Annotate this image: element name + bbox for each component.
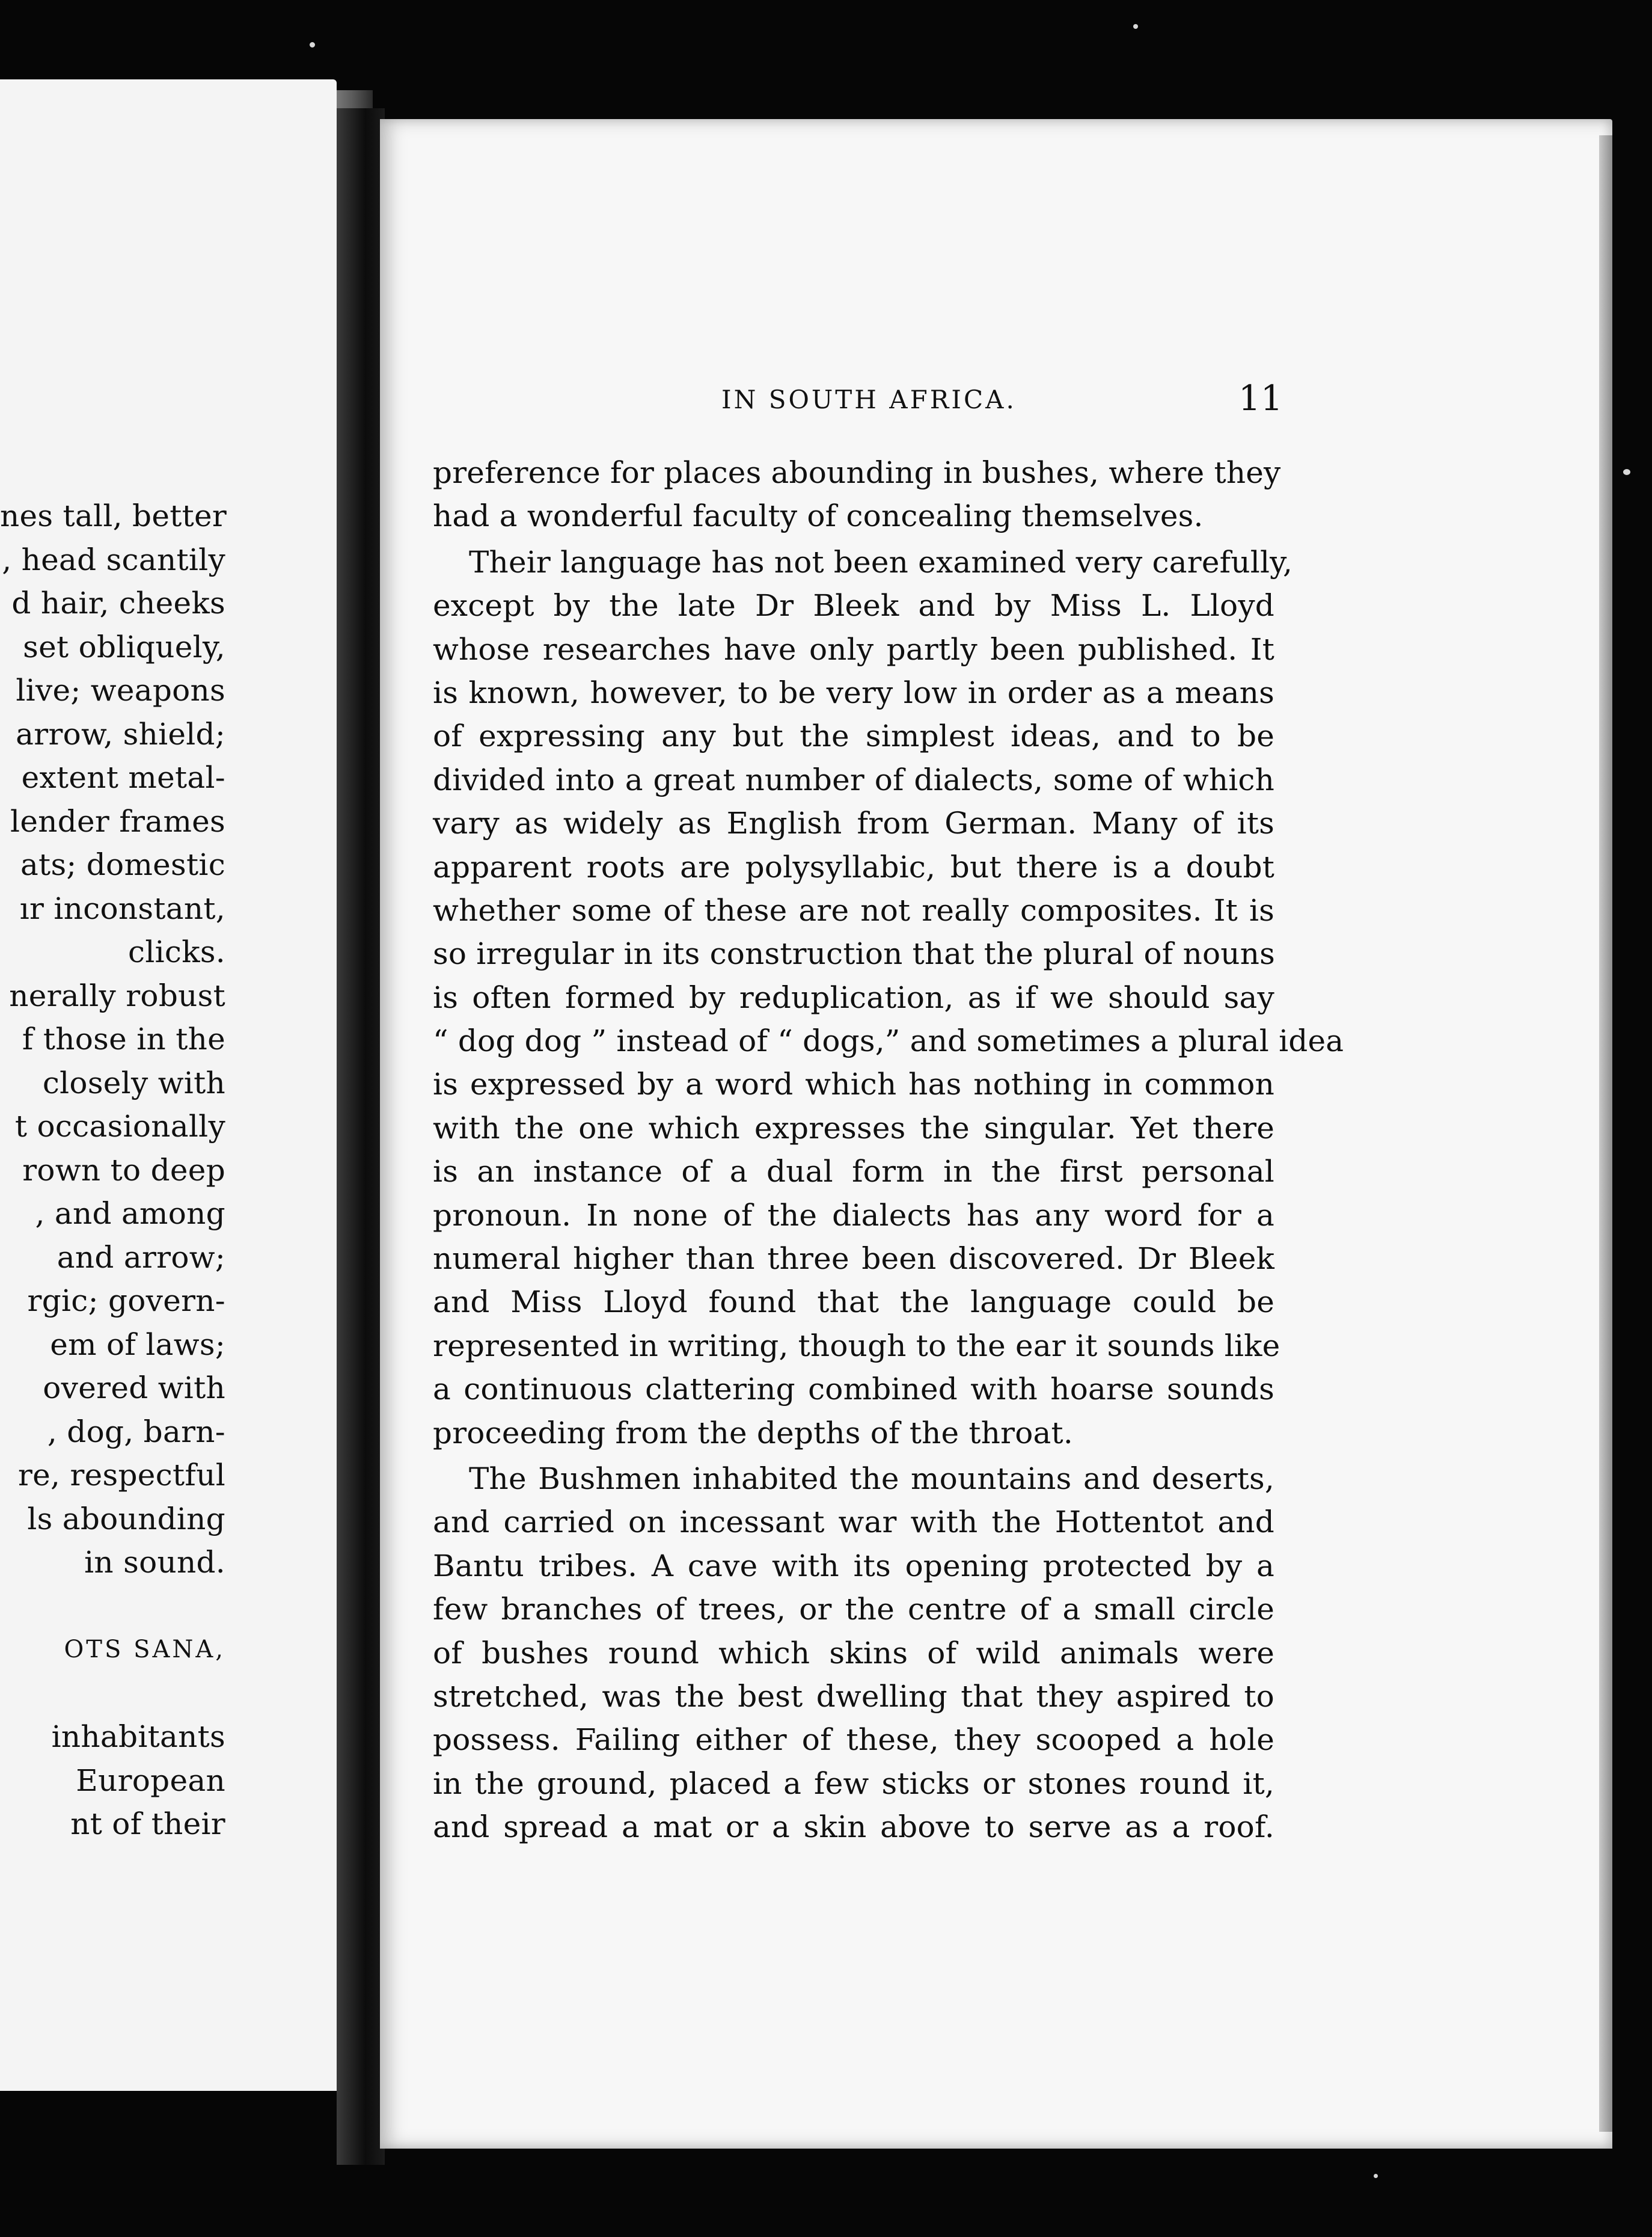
left-page-line: ır inconstant,: [19, 891, 225, 926]
left-page-line: inhabitants: [51, 1719, 225, 1754]
text-line: few branches of trees, or the centre of a small circle: [433, 1592, 1274, 1627]
left-page-line: t occasionally: [14, 1109, 225, 1144]
book-gutter: [337, 108, 385, 2165]
text-line: and Miss Lloyd found that the language could be: [433, 1284, 1274, 1320]
text-line: numeral higher than three been discovered. Dr Bleek: [433, 1241, 1274, 1277]
text-line: a continuous clattering combined with hoarse sounds: [433, 1372, 1274, 1407]
text-line: is an instance of a dual form in the first personal: [433, 1154, 1274, 1189]
text-line: Their language has not been examined very carefully,: [469, 544, 1293, 580]
text-line: vary as widely as English from German. Many of its: [433, 806, 1274, 841]
right-page-edge: [1599, 135, 1612, 2132]
left-page-line: and arrow;: [57, 1239, 225, 1275]
text-line: of expressing any but the simplest ideas, and to be: [433, 719, 1274, 754]
text-line: of bushes round which skins of wild animals were: [433, 1635, 1274, 1671]
text-line: in the ground, placed a few sticks or stones round it,: [433, 1766, 1274, 1801]
text-line: stretched, was the best dwelling that they aspired to: [433, 1678, 1274, 1714]
left-page-line: nes tall, better: [0, 499, 227, 533]
left-page-line: em of laws;: [50, 1327, 225, 1362]
left-page-line: in sound.: [84, 1545, 225, 1580]
text-line: apparent roots are polysyllabic, but there is a doubt: [433, 849, 1274, 885]
left-page-line: ls abounding: [27, 1501, 225, 1536]
left-page-line: re, respectful: [17, 1458, 225, 1493]
left-page-line: overed with: [43, 1370, 225, 1405]
text-line: The Bushmen inhabited the mountains and deserts,: [469, 1461, 1274, 1496]
left-page-line: clicks.: [128, 934, 225, 969]
text-line: is expressed by a word which has nothing in common: [433, 1067, 1274, 1102]
left-page-line: d hair, cheeks: [11, 586, 225, 621]
text-line: and spread a mat or a skin above to serve as a roof.: [433, 1809, 1274, 1845]
left-page-line: rown to deep: [22, 1152, 225, 1188]
left-page-line: OTS SANA,: [64, 1636, 225, 1663]
text-line: possess. Failing either of these, they scooped a hole: [433, 1722, 1274, 1758]
left-page-line: closely with: [42, 1065, 225, 1100]
text-line: “ dog dog ” instead of “ dogs,” and sometimes a plural idea: [433, 1023, 1344, 1059]
text-line: is known, however, to be very low in order as a means: [433, 675, 1274, 710]
text-line: represented in writing, though to the ear it sounds like: [433, 1328, 1280, 1363]
left-page-line: ats; domestic: [20, 847, 225, 882]
left-page-line: , head scantily: [2, 542, 225, 577]
left-page: [0, 79, 337, 2091]
text-line: and carried on incessant war with the Hottentot and: [433, 1505, 1274, 1540]
text-line: preference for places abounding in bushes, where they: [433, 455, 1281, 490]
scan-speck: [1623, 469, 1630, 475]
text-line: except by the late Dr Bleek and by Miss L. Lloyd: [433, 588, 1274, 624]
text-line: proceeding from the depths of the throat.: [433, 1415, 1073, 1450]
left-page-line: set obliquely,: [23, 629, 225, 664]
running-head: IN SOUTH AFRICA.: [721, 385, 1017, 414]
left-page-line: nt of their: [70, 1806, 225, 1841]
left-page-line: , dog, barn-: [47, 1414, 225, 1449]
left-page-text: [0, 494, 225, 1846]
text-line: with the one which expresses the singular. Yet there: [433, 1110, 1274, 1146]
body-text: [433, 451, 1344, 1849]
left-page-line: , and among: [35, 1196, 225, 1231]
text-line: is often formed by reduplication, as if we should say: [433, 980, 1274, 1015]
left-page-line: f those in the: [22, 1022, 225, 1057]
text-line: so irregular in its construction that the plural of nouns: [433, 936, 1275, 972]
page-number: 11: [1238, 378, 1283, 419]
text-line: had a wonderful faculty of concealing themselves.: [433, 499, 1204, 534]
text-line: pronoun. In none of the dialects has any word for a: [433, 1197, 1274, 1233]
left-page-line: [0, 1585, 225, 1628]
left-page-line: rgic; govern-: [27, 1283, 225, 1318]
left-page-line: nerally robust: [9, 978, 225, 1013]
text-line: divided into a great number of dialects, some of which: [433, 762, 1274, 797]
left-page-line: extent metal-: [21, 760, 225, 795]
scan-speck: [1133, 24, 1138, 29]
scan-speck: [1374, 2174, 1378, 2178]
text-line: whose researches have only partly been published. It: [433, 631, 1274, 667]
left-page-line: live; weapons: [16, 673, 225, 708]
text-line: whether some of these are not really composites. It is: [433, 892, 1274, 928]
left-page-line: European: [76, 1763, 225, 1798]
left-page-line: lender frames: [10, 803, 225, 839]
scan-speck: [310, 42, 315, 48]
left-page-line: [0, 1672, 225, 1716]
text-line: Bantu tribes. A cave with its opening protected by a: [433, 1548, 1274, 1583]
left-page-line: arrow, shield;: [16, 716, 225, 752]
